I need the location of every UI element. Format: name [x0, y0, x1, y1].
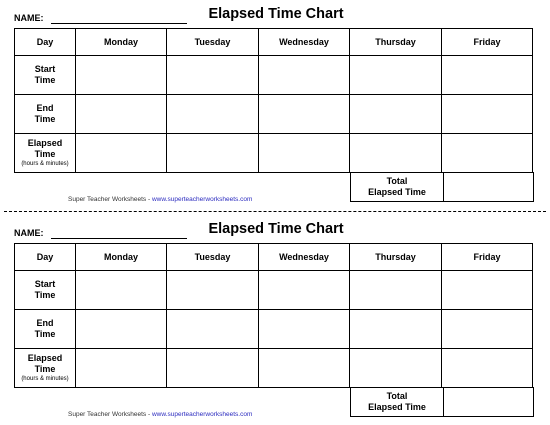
header-thursday: Thursday [350, 29, 442, 56]
name-write-line[interactable] [51, 23, 187, 24]
row-label-end-time: End Time [15, 95, 76, 134]
footer-link[interactable]: www.superteacherworksheets.com [151, 196, 253, 203]
total-elapsed-label: Total Elapsed Time [351, 172, 444, 201]
elapsed-thursday-cell[interactable] [350, 134, 442, 173]
elapsed-friday-cell[interactable] [442, 134, 533, 173]
total-elapsed-label: Total Elapsed Time [351, 387, 444, 416]
elapsed-wednesday-cell[interactable] [259, 349, 350, 388]
worksheet-title: Elapsed Time Chart [208, 6, 344, 22]
header-thursday: Thursday [350, 244, 442, 271]
header-monday: Monday [76, 244, 167, 271]
row-label-start-time: Start Time [15, 271, 76, 310]
start-tuesday-cell[interactable] [167, 56, 259, 95]
header-friday: Friday [442, 244, 533, 271]
end-tuesday-cell[interactable] [167, 310, 259, 349]
elapsed-tuesday-cell[interactable] [167, 134, 259, 173]
start-time-row [15, 271, 533, 310]
name-label: NAME: [14, 228, 44, 238]
start-wednesday-cell[interactable] [259, 271, 350, 310]
header-day: Day [15, 29, 76, 56]
elapsed-monday-cell[interactable] [76, 134, 167, 173]
end-thursday-cell[interactable] [350, 310, 442, 349]
end-thursday-cell[interactable] [350, 95, 442, 134]
row-label-elapsed-time: Elapsed Time (hours & minutes) [15, 134, 76, 173]
start-wednesday-cell[interactable] [259, 56, 350, 95]
header-tuesday: Tuesday [167, 244, 259, 271]
start-tuesday-cell[interactable] [167, 271, 259, 310]
header-row [15, 29, 533, 56]
end-time-row [15, 310, 533, 349]
total-elapsed-box [350, 172, 534, 202]
elapsed-tuesday-cell[interactable] [167, 349, 259, 388]
elapsed-time-table [14, 28, 533, 173]
end-wednesday-cell[interactable] [259, 95, 350, 134]
header-day: Day [15, 244, 76, 271]
end-friday-cell[interactable] [442, 95, 533, 134]
start-time-row [15, 56, 533, 95]
header-row [15, 244, 533, 271]
header-tuesday: Tuesday [167, 29, 259, 56]
elapsed-monday-cell[interactable] [76, 349, 167, 388]
header-wednesday: Wednesday [259, 29, 350, 56]
header-wednesday: Wednesday [259, 244, 350, 271]
header-monday: Monday [76, 29, 167, 56]
start-thursday-cell[interactable] [350, 56, 442, 95]
footer-credit: Super Teacher Worksheets - www.superteacherworksheets.com [68, 411, 253, 418]
total-elapsed-cell[interactable] [444, 172, 533, 201]
start-monday-cell[interactable] [76, 271, 167, 310]
footer-link[interactable]: www.superteacherworksheets.com [151, 411, 253, 418]
elapsed-friday-cell[interactable] [442, 349, 533, 388]
elapsed-wednesday-cell[interactable] [259, 134, 350, 173]
name-write-line[interactable] [51, 238, 187, 239]
end-friday-cell[interactable] [442, 310, 533, 349]
total-elapsed-cell[interactable] [444, 387, 533, 416]
elapsed-time-row [15, 134, 533, 173]
end-tuesday-cell[interactable] [167, 95, 259, 134]
start-friday-cell[interactable] [442, 56, 533, 95]
footer-credit: Super Teacher Worksheets - www.superteacherworksheets.com [68, 196, 253, 203]
elapsed-time-table [14, 243, 533, 388]
total-elapsed-box [350, 387, 534, 417]
hours-minutes-note: (hours & minutes) [21, 376, 69, 382]
end-time-row [15, 95, 533, 134]
worksheet-title: Elapsed Time Chart [208, 221, 344, 237]
elapsed-thursday-cell[interactable] [350, 349, 442, 388]
end-wednesday-cell[interactable] [259, 310, 350, 349]
start-monday-cell[interactable] [76, 56, 167, 95]
hours-minutes-note: (hours & minutes) [21, 161, 69, 167]
cut-line-divider [4, 211, 546, 212]
row-label-elapsed-time: Elapsed Time (hours & minutes) [15, 349, 76, 388]
header-friday: Friday [442, 29, 533, 56]
row-label-start-time: Start Time [15, 56, 76, 95]
elapsed-time-row [15, 349, 533, 388]
end-monday-cell[interactable] [76, 310, 167, 349]
start-friday-cell[interactable] [442, 271, 533, 310]
row-label-end-time: End Time [15, 310, 76, 349]
start-thursday-cell[interactable] [350, 271, 442, 310]
name-label: NAME: [14, 13, 44, 23]
end-monday-cell[interactable] [76, 95, 167, 134]
